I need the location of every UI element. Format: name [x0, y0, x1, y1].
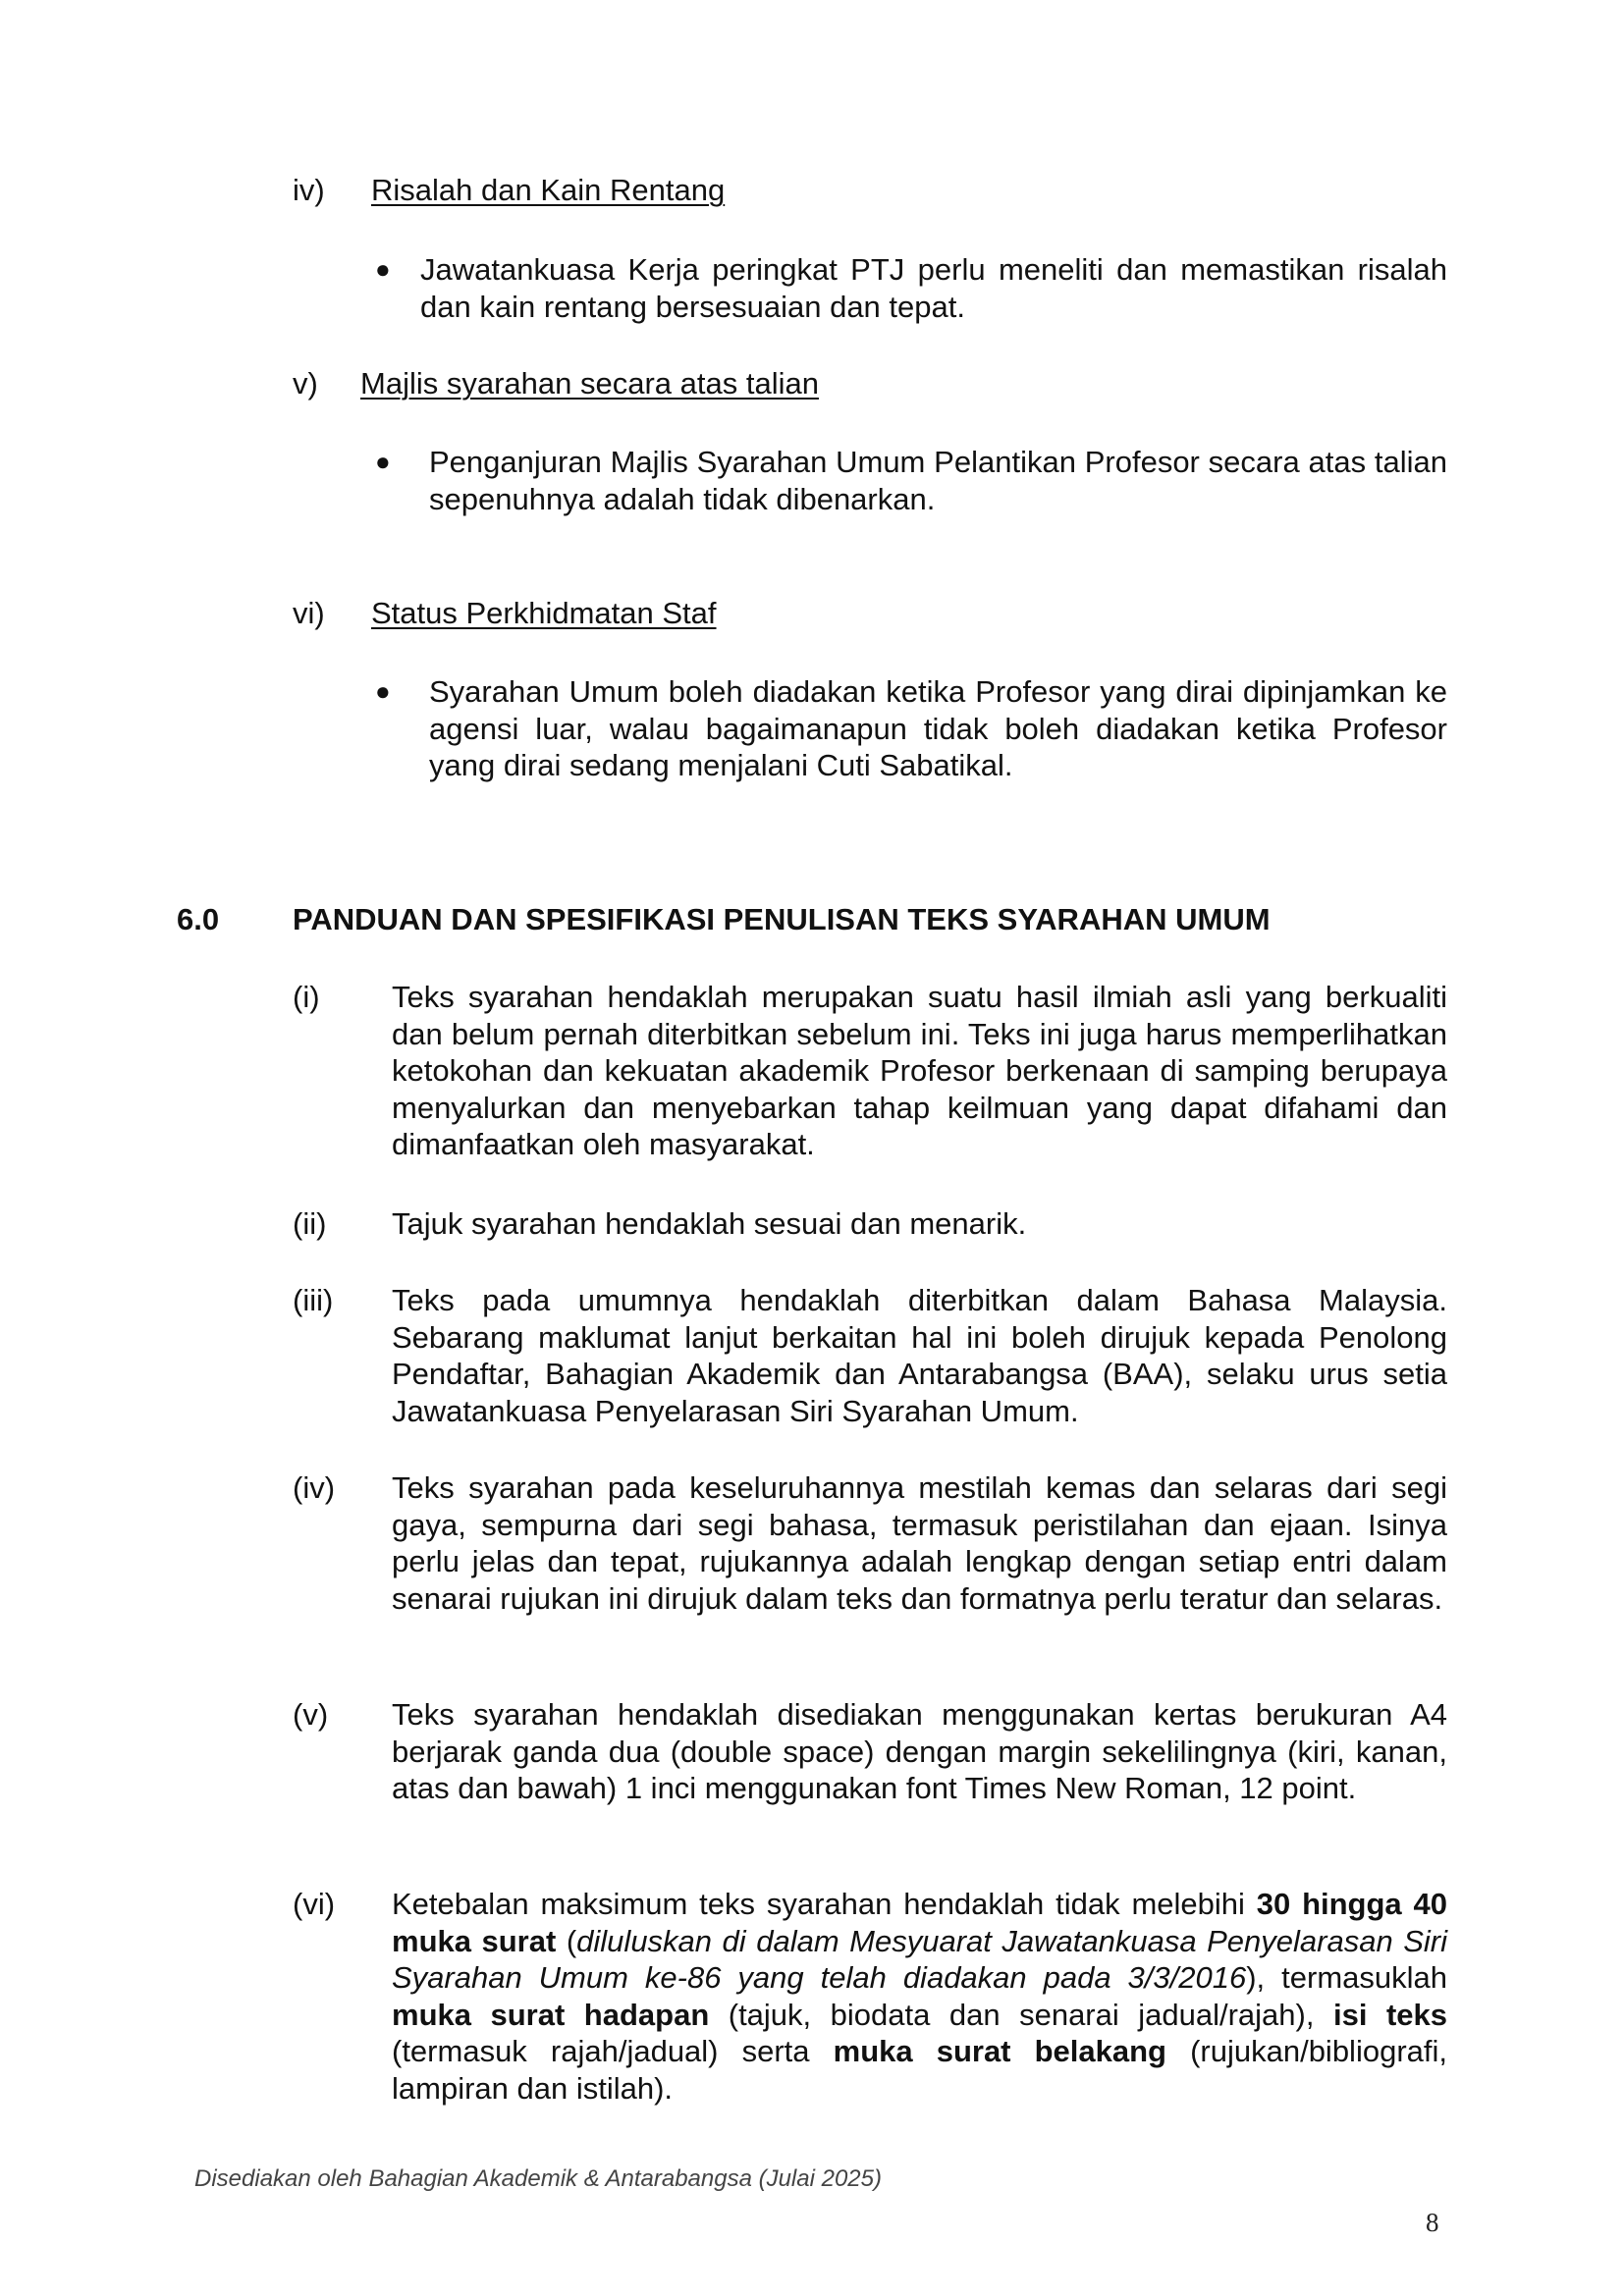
text-run: (tajuk, biodata dan senarai jadual/rajah), [709, 1997, 1333, 2032]
item-vi-bullet-text: Syarahan Umum boleh diadakan ketika Profesor yang dirai dipinjamkan ke agensi luar, walau bagaimanapun tidak boleh diadakan ketika Profesor yang dirai sedang menjalani Cuti Sabatikal. [429, 674, 1447, 782]
list-item-text [392, 1886, 1447, 2107]
text-run: ( [556, 1923, 577, 1958]
item-iv-title: Risalah dan Kain Rentang [371, 173, 726, 207]
item-vi-marker: vi) [293, 596, 325, 630]
item-v-bullet-text: Penganjuran Majlis Syarahan Umum Pelantikan Profesor secara atas talian sepenuhnya adalah tidak dibenarkan. [429, 445, 1447, 516]
list-item-marker: (vi) [293, 1887, 336, 1921]
text-run: (termasuk rajah/jadual) serta [392, 2034, 834, 2068]
list-item-marker: (v) [293, 1697, 329, 1732]
bullet-icon: ● [375, 676, 391, 706]
list-item-marker: (iv) [293, 1470, 336, 1505]
item-iv-marker: iv) [293, 173, 325, 207]
italic-text-run: diluluskan di dalam Mesyuarat Jawatankuasa Penyelarasan Siri Syarahan Umum ke-86 yang telah diadakan pada 3/3/2016 [392, 1923, 1448, 1995]
footer-text: Disediakan oleh Bahagian Akademik & Antarabangsa (Julai 2025) [194, 2165, 882, 2192]
section-title: PANDUAN DAN SPESIFIKASI PENULISAN TEKS SYARAHAN UMUM [293, 902, 1271, 936]
text-run: (rujukan/bibliografi, lampiran dan istilah). [392, 2034, 1447, 2106]
page-number: 8 [1426, 2208, 1439, 2237]
item-v-title: Majlis syarahan secara atas talian [360, 366, 819, 400]
list-item-text: Teks syarahan hendaklah merupakan suatu hasil ilmiah asli yang berkualiti dan belum pernah diterbitkan sebelum ini. Teks ini juga harus memperlihatkan ketokohan dan kekuatan akademik Profesor berkenaan di samping berupaya menyalurkan dan menyebarkan tahap keilmuan yang dapat difahami dan dimanfaatkan oleh masyarakat. [392, 980, 1447, 1161]
list-item-text: Tajuk syarahan hendaklah sesuai dan menarik. [392, 1206, 1027, 1241]
section-number: 6.0 [177, 902, 220, 936]
list-item-marker: (ii) [293, 1206, 327, 1241]
list-item-marker: (iii) [293, 1283, 334, 1317]
text-run: ), termasuklah [1246, 1960, 1447, 1995]
bold-text-run: 30 hingga 40 muka surat [392, 1887, 1447, 1958]
list-item-marker: (i) [293, 980, 320, 1014]
bold-text-run: isi teks [1332, 1997, 1447, 2032]
text-run: Ketebalan maksimum teks syarahan hendaklah tidak melebihi [392, 1887, 1257, 1921]
list-item-text: Teks syarahan hendaklah disediakan menggunakan kertas berukuran A4 berjarak ganda dua (double space) dengan margin sekelilingnya (kiri, kanan, atas dan bawah) 1 inci menggunakan font Times New Roman, 12 point. [392, 1697, 1447, 1805]
item-vi-title: Status Perkhidmatan Staf [371, 596, 717, 630]
item-iv-bullet-text: Jawatankuasa Kerja peringkat PTJ perlu meneliti dan memastikan risalah dan kain rentang bersesuaian dan tepat. [420, 252, 1447, 324]
bullet-icon: ● [375, 447, 391, 476]
bold-text-run: muka surat hadapan [392, 1997, 710, 2032]
item-v-marker: v) [293, 366, 318, 400]
list-item-text: Teks pada umumnya hendaklah diterbitkan dalam Bahasa Malaysia. Sebarang maklumat lanjut berkaitan hal ini boleh dirujuk kepada Penolong Pendaftar, Bahagian Akademik dan Antarabangsa (BAA), selaku urus setia Jawatankuasa Penyelarasan Siri Syarahan Umum. [392, 1283, 1447, 1428]
bold-text-run: muka surat belakang [833, 2034, 1166, 2068]
list-item-text: Teks syarahan pada keseluruhannya mestilah kemas dan selaras dari segi gaya, sempurna dari segi bahasa, termasuk peristilahan dan ejaan. Isinya perlu jelas dan tepat, rujukannya adalah lengkap dengan setiap entri dalam senarai rujukan ini dirujuk dalam teks dan formatnya perlu teratur dan selaras. [392, 1470, 1447, 1616]
bullet-icon: ● [375, 254, 391, 284]
